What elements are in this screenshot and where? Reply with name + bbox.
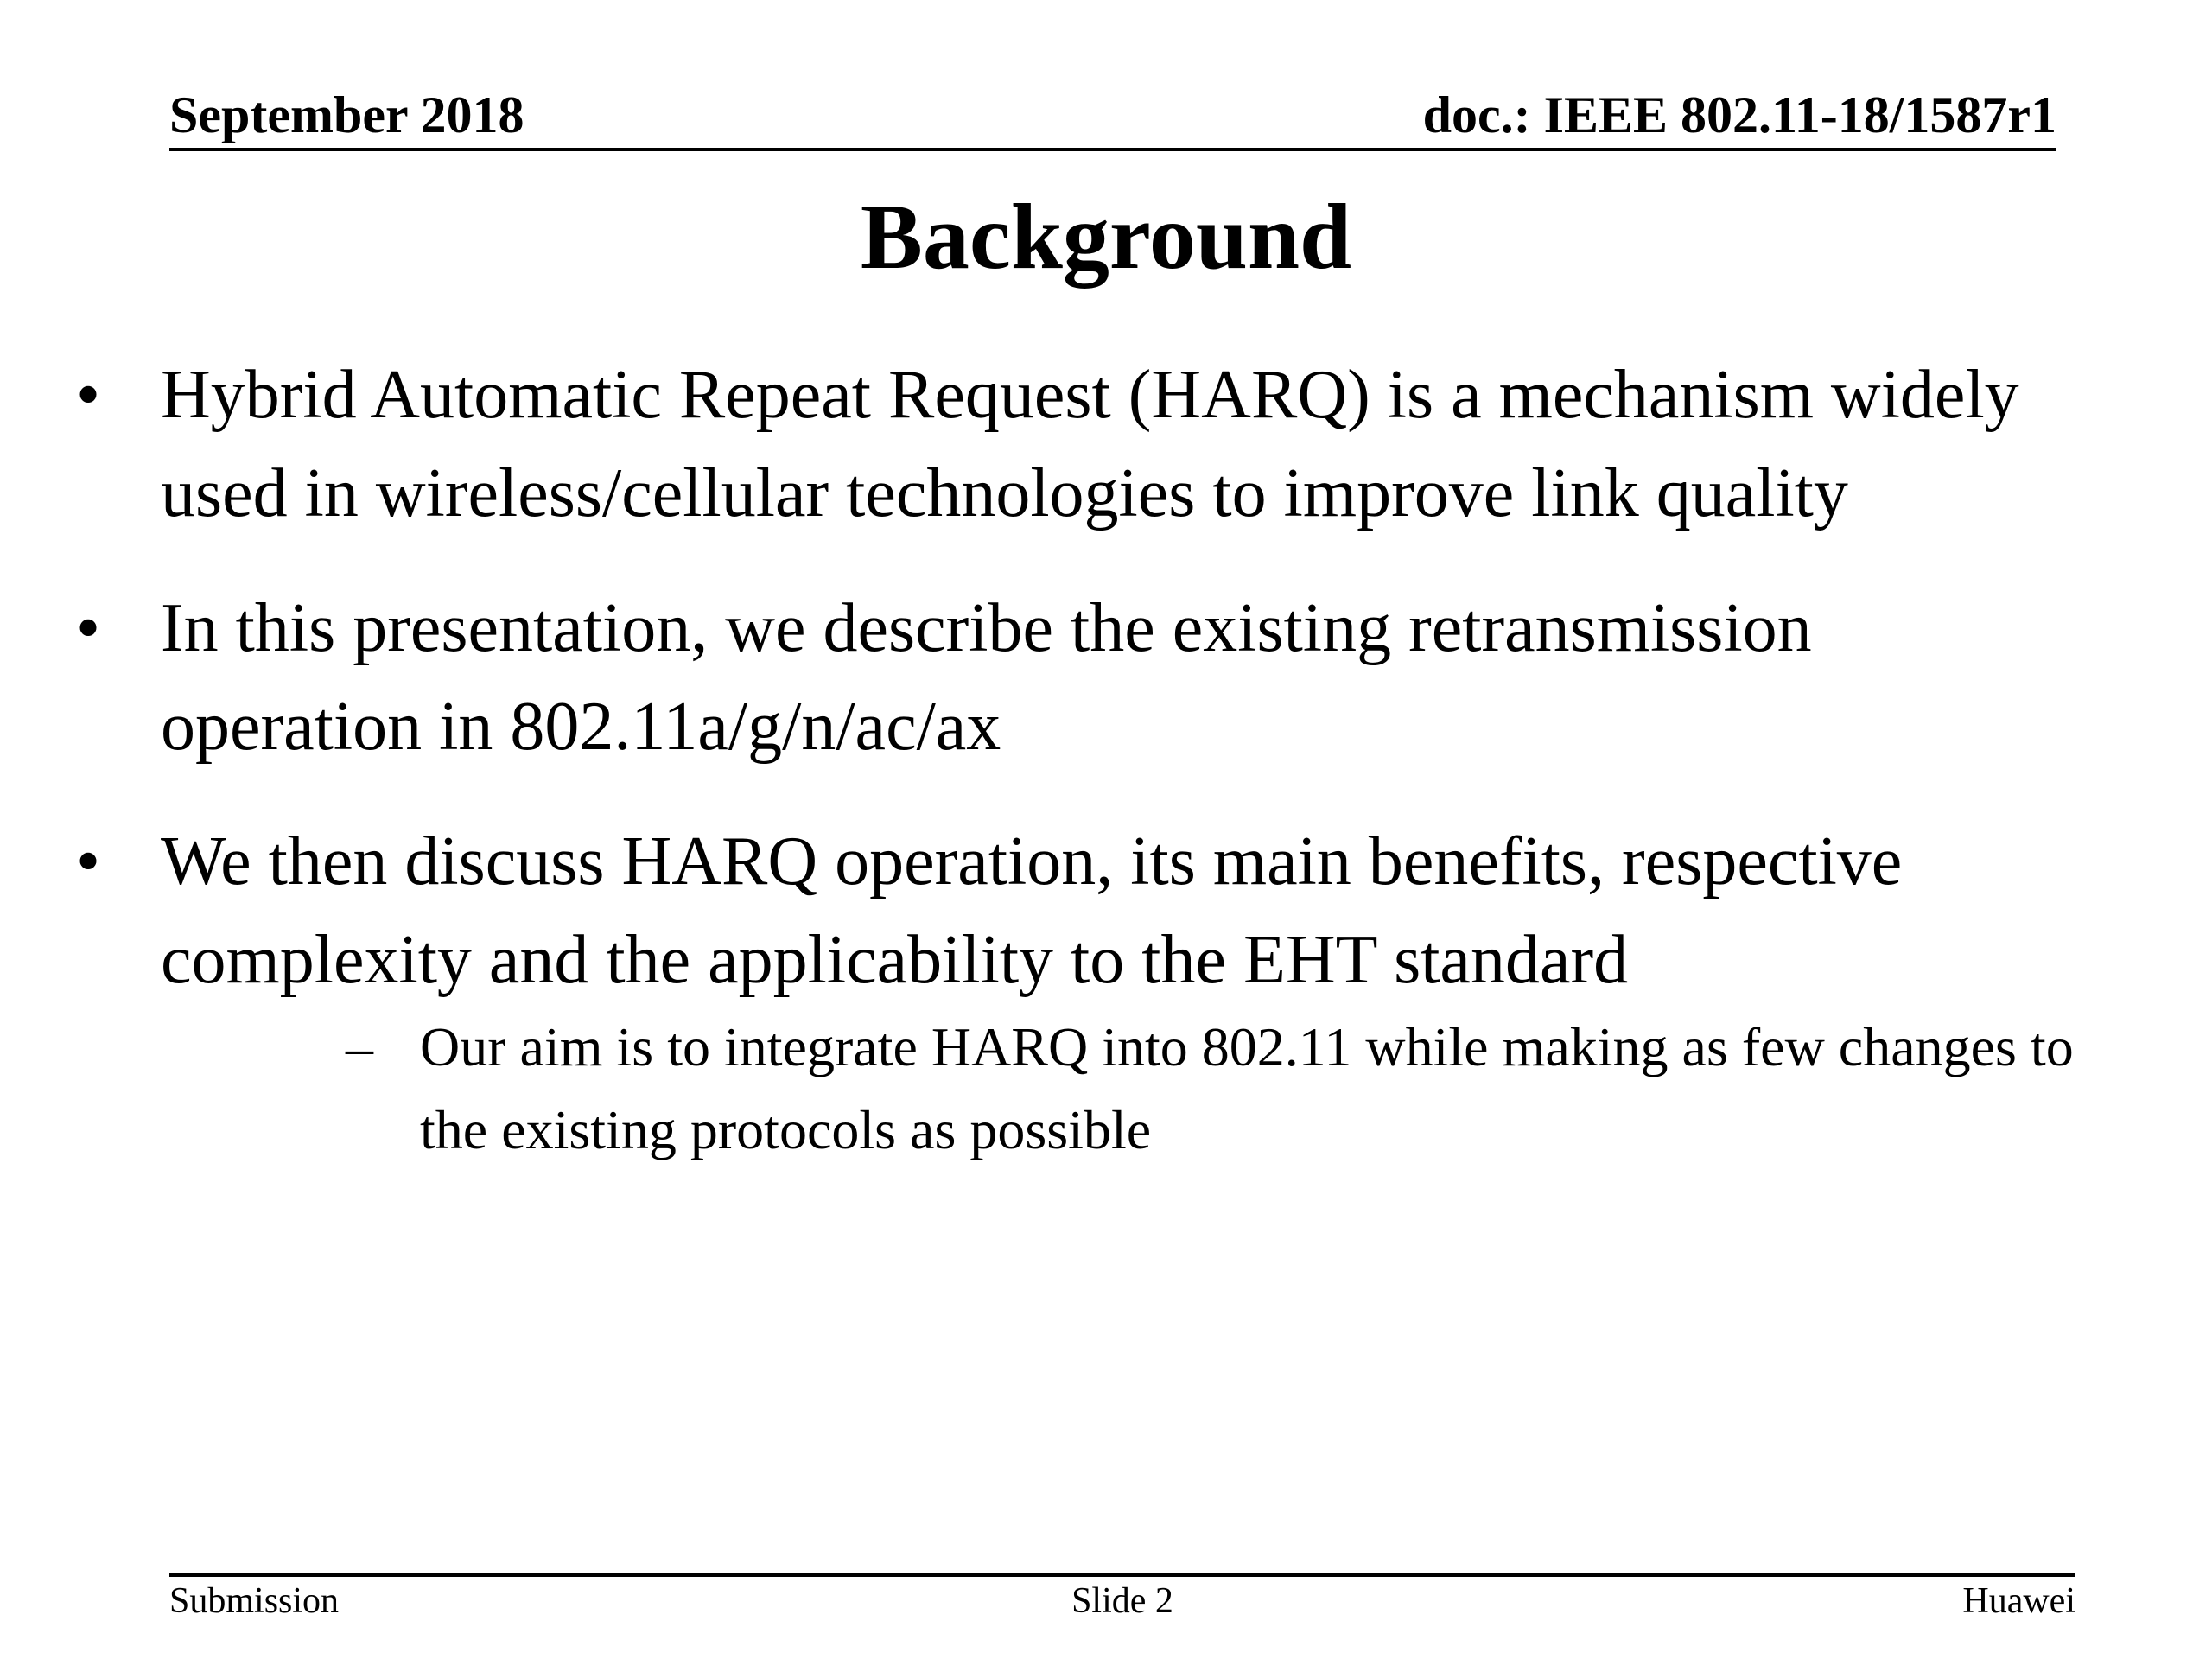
slide-header bbox=[169, 82, 2056, 151]
slide-title: Background bbox=[860, 186, 1352, 289]
bullet-marker: • bbox=[76, 823, 101, 899]
sub-bullet-item-aim bbox=[161, 1006, 2212, 1172]
bullet-text: We then discuss HARQ operation, its main benefits, respective complexity and the applicability to the EHT standard bbox=[161, 823, 1903, 998]
bullet-text: Hybrid Automatic Repeat Request (HARQ) is a mechanism widely used in wireless/cellular technologies to improve link quality bbox=[161, 357, 2019, 531]
footer-slide-number: Slide 2 bbox=[1071, 1581, 1173, 1621]
footer-submission: Submission bbox=[169, 1581, 340, 1621]
bullet-item-presentation-scope bbox=[0, 579, 2212, 776]
slide-footer bbox=[169, 1573, 2075, 1629]
header-date: September 2018 bbox=[169, 86, 524, 143]
footer-company: Huawei bbox=[1962, 1581, 2075, 1621]
bullet-item-harq-discussion bbox=[0, 812, 2212, 1172]
header-doc-id: doc.: IEEE 802.11-18/1587r1 bbox=[1422, 86, 2056, 143]
bullet-marker: • bbox=[76, 590, 101, 666]
bullet-marker: • bbox=[76, 357, 101, 433]
bullet-text: In this presentation, we describe the existing retransmission operation in 802.11a/g/n/ac/ax bbox=[161, 590, 1812, 765]
bullet-list bbox=[0, 346, 2212, 1208]
bullet-item-harq-definition bbox=[0, 346, 2212, 543]
sub-bullet-text: Our aim is to integrate HARQ into 802.11 while making as few changes to the existing protocols as possible bbox=[420, 1016, 2074, 1160]
sub-bullet-marker: – bbox=[346, 1016, 373, 1077]
